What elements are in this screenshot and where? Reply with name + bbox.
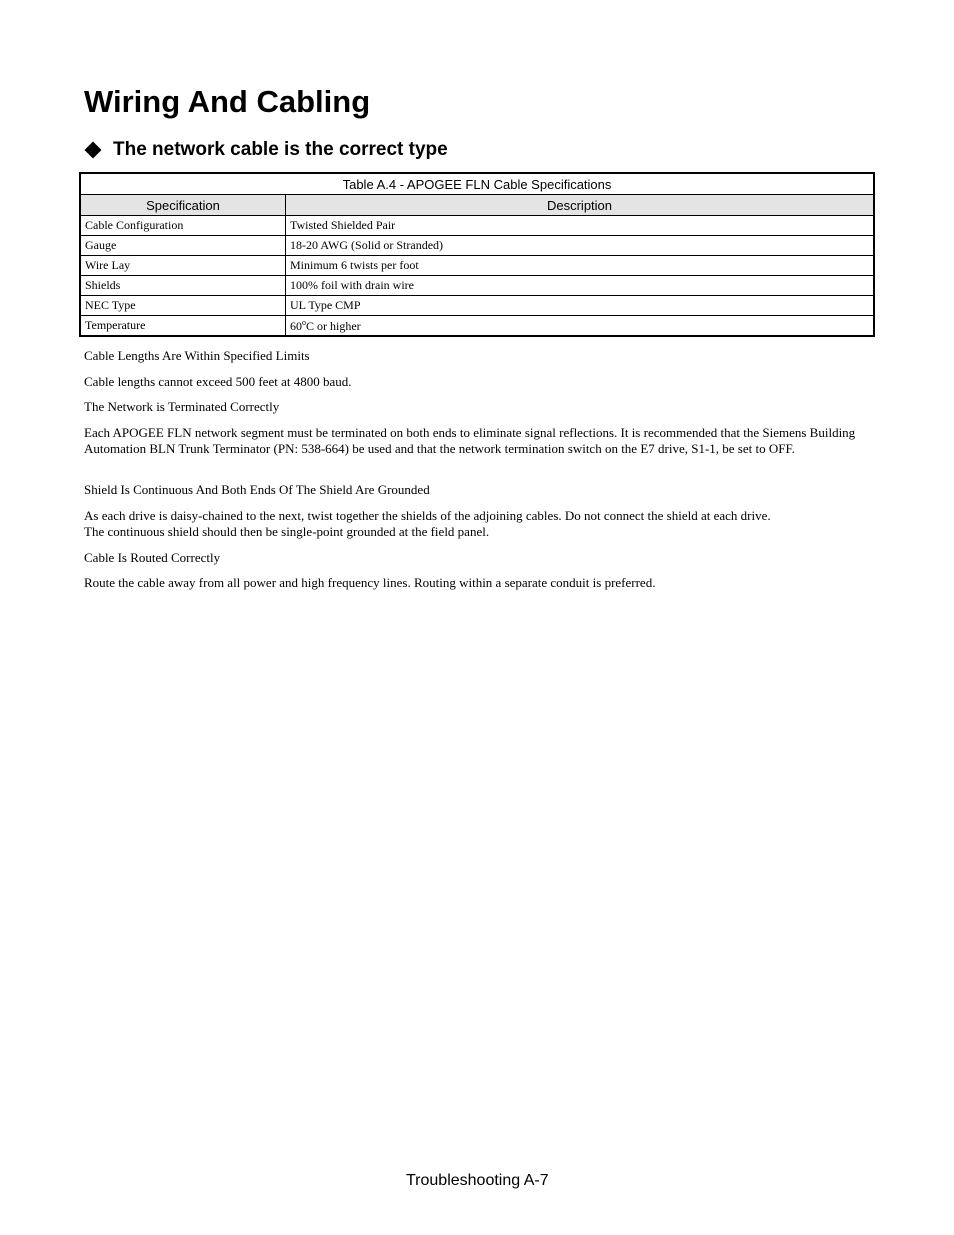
paragraph-cable-routed: Route the cable away from all power and high frequency lines. Routing within a separate conduit is preferred. bbox=[84, 575, 656, 590]
paragraph-cable-lengths: Cable lengths cannot exceed 500 feet at 4800 baud. bbox=[84, 374, 352, 389]
table-row bbox=[80, 216, 874, 236]
table-row bbox=[80, 276, 874, 296]
desc-cell: Minimum 6 twists per foot bbox=[286, 256, 875, 276]
degree-superscript: o bbox=[302, 317, 306, 327]
desc-cell: 18-20 AWG (Solid or Stranded) bbox=[286, 236, 875, 256]
header-description: Description bbox=[286, 195, 875, 216]
spec-cell: Temperature bbox=[80, 316, 286, 337]
subheading-cable-routed: Cable Is Routed Correctly bbox=[84, 550, 221, 565]
table-row bbox=[80, 316, 874, 337]
section-heading bbox=[84, 138, 448, 162]
page-title: Wiring And Cabling bbox=[84, 84, 371, 119]
cable-spec-table bbox=[79, 172, 875, 337]
spec-cell: Gauge bbox=[80, 236, 286, 256]
subheading-shield-continuous: Shield Is Continuous And Both Ends Of The Shield Are Grounded bbox=[84, 482, 430, 497]
spec-cell: Wire Lay bbox=[80, 256, 286, 276]
paragraph-shield-line-1: As each drive is daisy-chained to the next, twist together the shields of the adjoining cables. Do not connect the shield at each drive. bbox=[84, 508, 771, 523]
desc-cell: Twisted Shielded Pair bbox=[286, 216, 875, 236]
spec-cell: NEC Type bbox=[80, 296, 286, 316]
section-heading-text: The network cable is the correct type bbox=[113, 139, 448, 160]
desc-cell: 100% foil with drain wire bbox=[286, 276, 875, 296]
paragraph-network-terminated: Each APOGEE FLN network segment must be terminated on both ends to eliminate signal reflections. It is recommended that the Siemens Building Automation BLN Trunk Terminator (PN: 538-664) be used and that the network termination switch on the E7 drive, S1-1, be set to OFF. bbox=[84, 425, 856, 456]
diamond-bullet-icon bbox=[85, 142, 102, 159]
spec-cell: Shields bbox=[80, 276, 286, 296]
table-caption: Table A.4 - APOGEE FLN Cable Specifications bbox=[80, 173, 874, 195]
temperature-suffix: C or higher bbox=[306, 318, 361, 333]
desc-cell: UL Type CMP bbox=[286, 296, 875, 316]
spec-cell: Cable Configuration bbox=[80, 216, 286, 236]
page-footer: Troubleshooting A-7 bbox=[406, 1172, 549, 1189]
table-row bbox=[80, 256, 874, 276]
subheading-cable-lengths: Cable Lengths Are Within Specified Limits bbox=[84, 348, 310, 363]
table-row bbox=[80, 236, 874, 256]
table-caption-row bbox=[80, 173, 874, 195]
table-row bbox=[80, 296, 874, 316]
temperature-value: 60 bbox=[290, 318, 302, 333]
subheading-network-terminated: The Network is Terminated Correctly bbox=[84, 399, 280, 414]
paragraph-shield-line-2: The continuous shield should then be single-point grounded at the field panel. bbox=[84, 524, 490, 539]
header-specification: Specification bbox=[80, 195, 286, 216]
table-header-row bbox=[80, 195, 874, 216]
desc-cell bbox=[286, 316, 875, 337]
